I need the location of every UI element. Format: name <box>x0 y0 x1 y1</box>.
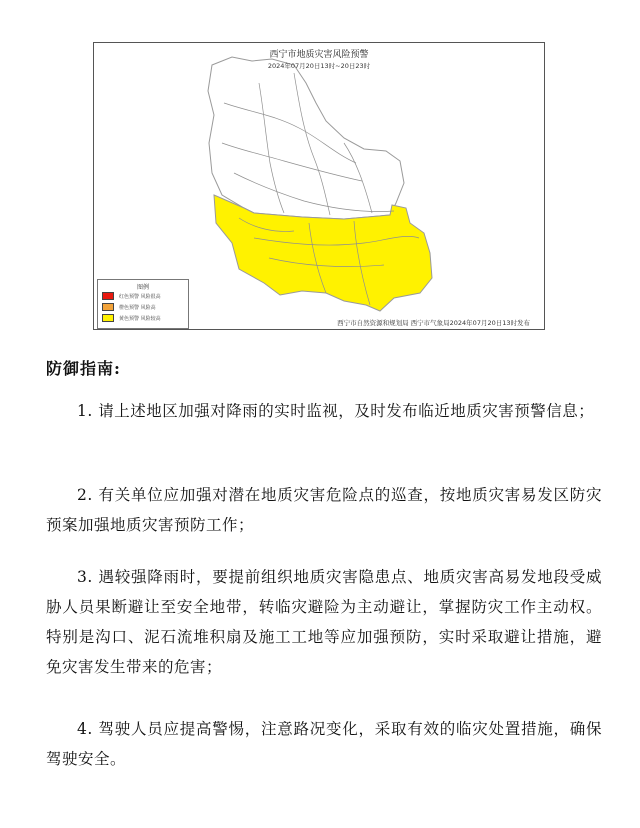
guide-item-3: 3. 遇较强降雨时，要提前组织地质灾害隐患点、地质灾害高易发地段受威胁人员果断避让至安全地带，转临灾避险为主动避让，掌握防灾工作主动权。特别是沟口、泥石流堆积扇及施工工地等应加强预防，实时采取避让措施，避免灾害发生带来的危害； <box>46 568 602 676</box>
warning-map <box>93 42 545 330</box>
guide-item-4: 4. 驾驶人员应提高警惕，注意路况变化，采取有效的临灾处置措施，确保驾驶安全。 <box>46 720 602 768</box>
legend-title: 图例 <box>136 284 149 291</box>
legend-item-red <box>102 292 161 300</box>
legend-item-yellow <box>102 314 161 322</box>
legend-swatch-orange <box>102 303 114 311</box>
legend-item-orange <box>102 303 156 311</box>
guide-item-1: 1. 请上述地区加强对降雨的实时监视，及时发布临近地质灾害预警信息； <box>77 402 595 420</box>
guide-item-2: 2. 有关单位应加强对潜在地质灾害危险点的巡查，按地质灾害易发区防灾预案加强地质灾害预防工作； <box>46 486 602 534</box>
map-footer: 西宁市自然资源和规划局 西宁市气象局2024年07月20日13时发布 <box>337 319 530 327</box>
legend-label-orange: 橙色预警 风险高 <box>119 304 156 311</box>
map-title: 西宁市地质灾害风险预警 <box>269 50 369 60</box>
legend-swatch-yellow <box>102 314 114 322</box>
legend-label-red: 红色预警 风险很高 <box>119 293 161 300</box>
legend-swatch-red <box>102 292 114 300</box>
map-subtitle: 2024年07月20日13时~20日23时 <box>267 62 371 70</box>
guide-heading: 防御指南: <box>46 359 121 378</box>
region-north <box>208 57 404 219</box>
map-legend <box>97 279 189 329</box>
legend-label-yellow: 黄色预警 风险较高 <box>119 315 161 322</box>
